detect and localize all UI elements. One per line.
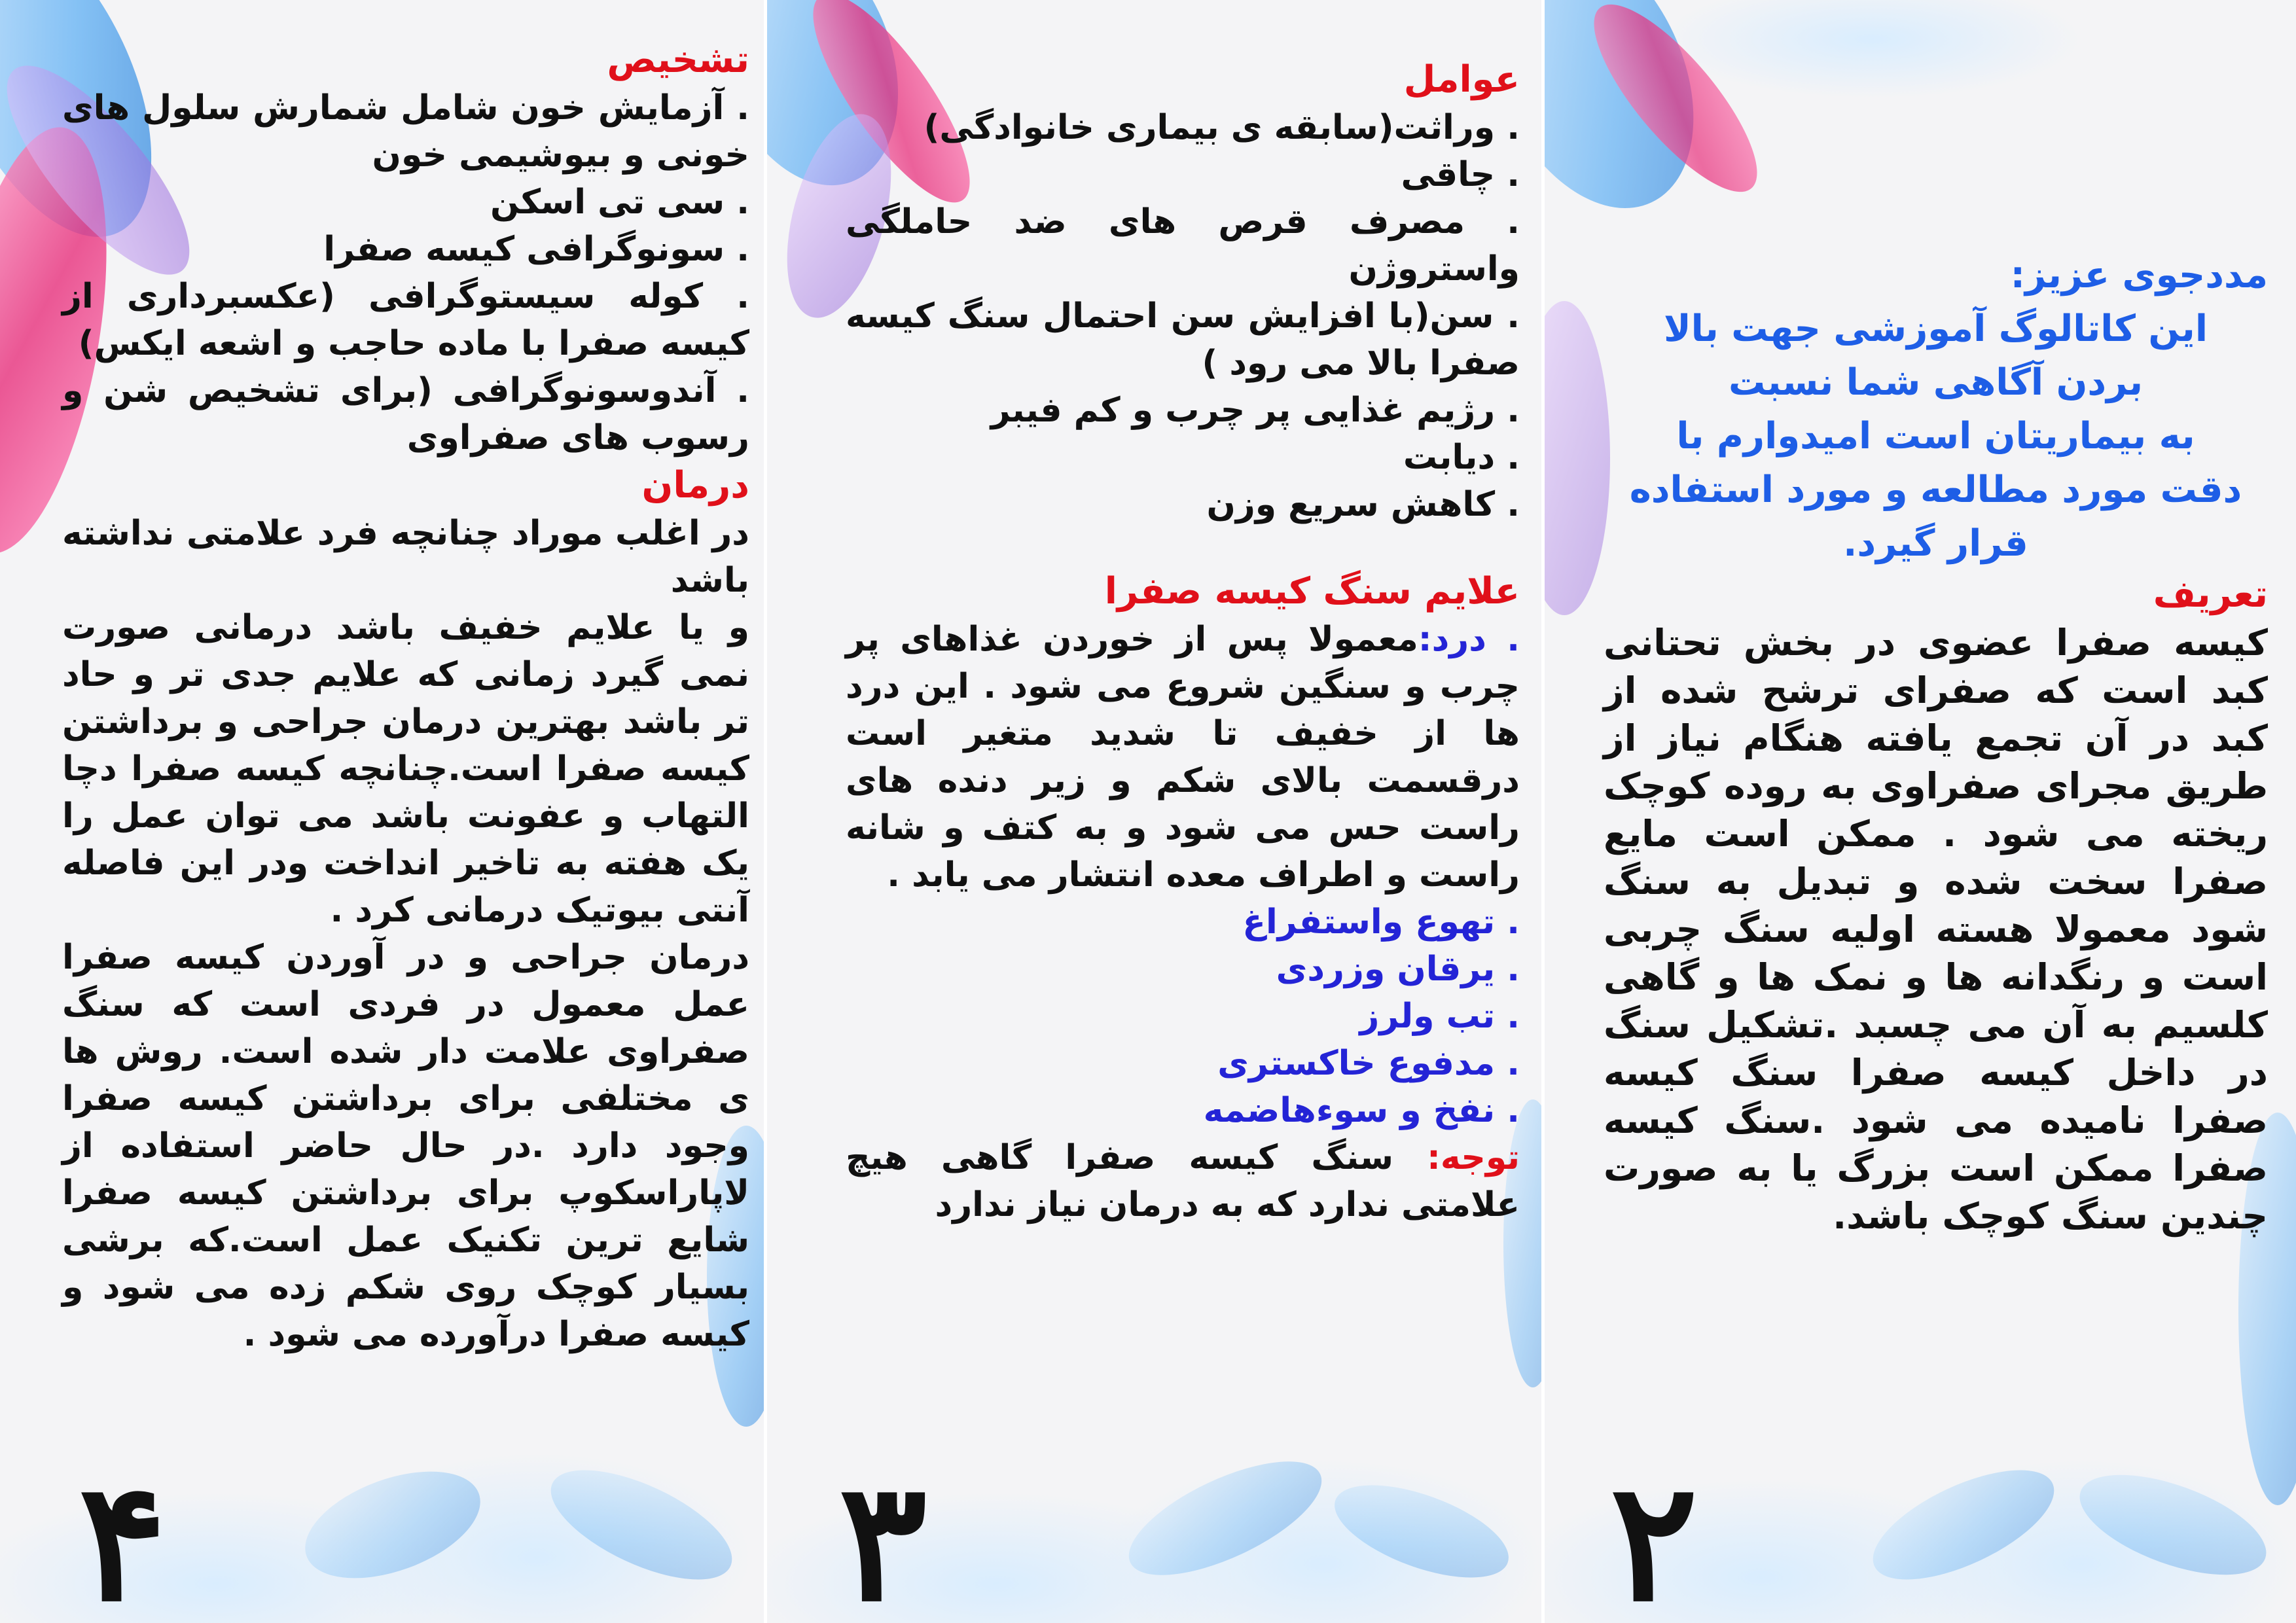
page-number: ۳ — [839, 1445, 927, 1623]
note-label: توجه: — [1427, 1138, 1520, 1177]
greeting-line: قرار گیرد. — [1843, 522, 2028, 565]
symptom-item: . مدفوع خاکستری — [1217, 1044, 1520, 1083]
factor-item: . رژیم غذایی پر چرب و کم فیبر — [990, 391, 1520, 430]
diagnosis-item: . آندوسونوگرافی (برای تشخیص شن و رسوب های صفراوی — [62, 371, 749, 457]
factor-item: . کاهش سریع وزن — [1206, 485, 1520, 524]
page-number: ۴ — [79, 1445, 167, 1623]
treatment-paragraph: درمان جراحی و در آوردن کیسه صفرا عمل معمول در فردی است که سنگ صفراوی علامت دار شده است. روش ها ی مختلفی برای برداشتن کیسه صفرا وجود دارد .در حال حاضر استفاده از لاپاراسکوپ برای برداشتن کیسه صفرا شایع ترین تکنیک عمل است.که برشی بسیار کوچک روی شکم زده می شود و کیسه صفرا درآورده می شود . — [62, 938, 749, 1354]
pain-text: معمولا پس از خوردن غذاهای پر چرب و سنگین شروع می شود . این درد ها از خفیف تا شدید متغیر است درقسمت بالای شکم و زیر دنده های راست حس می شود و به کتف و شانه راست و اطراف معده انتشار می یابد . — [846, 620, 1520, 895]
diagnosis-item: . آزمایش خون شامل شمارش سلول های خونی و بیوشیمی خون — [62, 88, 749, 175]
panel-page-3 — [767, 0, 1541, 1623]
symptoms-heading: علایم سنگ کیسه صفرا — [1104, 570, 1520, 613]
definition-heading: تعریف — [2153, 573, 2268, 616]
greeting-line: به بیماریتان است امیدوارم با — [1676, 415, 2195, 457]
panel-2-content — [1604, 249, 2268, 1240]
treatment-paragraph: و یا علایم خفیف باشد درمانی صورت نمی گیرد زمانی که علایم جدی تر و حاد تر باشد بهترین درمان جراحی و برداشتن کیسه صفرا است.چنانچه کیسه صفرا دچا التهاب و عفونت باشد می توان عمل را یک هفته به تاخیر انداخت ودر این فاصله آنتی بیوتیک درمانی کرد . — [62, 608, 749, 930]
treatment-paragraph: در اغلب موراد چنانچه فرد علامتی نداشته باشد — [62, 514, 749, 600]
pain-label: . درد: — [1418, 620, 1520, 659]
note-text: سنگ کیسه صفرا گاهی هیچ علامتی ندارد که به درمان نیاز ندارد — [846, 1138, 1520, 1224]
panel-3-content — [846, 56, 1520, 1228]
page-number: ۲ — [1610, 1445, 1698, 1623]
factor-item: . سن(با افزایش سن احتمال سنگ کیسه صفرا بالا می رود ) — [846, 296, 1520, 383]
symptom-item: . نفخ و سوءهاضمه — [1203, 1091, 1520, 1130]
symptom-item: . تب ولرز — [1359, 997, 1520, 1036]
greeting-line: دقت مورد مطالعه و مورد استفاده — [1629, 469, 2242, 511]
greeting-heading: مددجوی عزیز: — [2010, 254, 2268, 296]
panel-4-content — [62, 36, 749, 1358]
greeting-line: این کاتالوگ آموزشی جهت بالا — [1663, 308, 2208, 350]
diagnosis-heading: تشخیص — [607, 39, 749, 81]
symptom-item: . تهوع واستفراغ — [1242, 902, 1520, 942]
factor-item: . چاقی — [1401, 155, 1520, 194]
factor-item: . وراثت(سابقه ی بیماری خانوادگی) — [924, 108, 1520, 147]
definition-text: کیسه صفرا عضوی در بخش تحتانی کبد است که صفرای ترشح شده از کبد در آن تجمع یافته هنگام نیاز از طریق مجرای صفراوی به روده کوچک ریخته می شود . ممکن است مایع صفرا سخت شده و تبدیل به سنگ شود معمولا هسته اولیه سنگ چربی است و رنگدانه ها و نمک ها و گاهی کلسیم به آن می چسبد .تشکیل سنگ در داخل کیسه صفرا سنگ کیسه صفرا نامیده می شود .سنگ کیسه صفرا ممکن است بزرگ یا به صورت چندین سنگ کوچک باشد. — [1604, 622, 2268, 1237]
diagnosis-item: . سونوگرافی کیسه صفرا — [323, 230, 749, 269]
factor-item: . دیابت — [1403, 438, 1520, 477]
note-paragraph — [846, 1134, 1520, 1228]
greeting-line: بردن آگاهی شما نسبت — [1729, 361, 2143, 404]
panel-page-2 — [1545, 0, 2296, 1623]
symptom-item: . یرقان وزردی — [1276, 950, 1520, 989]
factors-heading: عوامل — [1403, 58, 1520, 101]
treatment-heading: درمان — [641, 464, 749, 507]
factor-item: . مصرف قرص های ضد حاملگی واستروژن — [846, 202, 1520, 289]
diagnosis-item: . سی تی اسکن — [490, 183, 749, 222]
diagnosis-item: . کوله سیستوگرافی (عکسبرداری از کیسه صفرا با ماده حاجب و اشعه ایکس) — [62, 277, 749, 363]
panel-page-4 — [0, 0, 764, 1623]
pain-paragraph — [846, 616, 1520, 899]
